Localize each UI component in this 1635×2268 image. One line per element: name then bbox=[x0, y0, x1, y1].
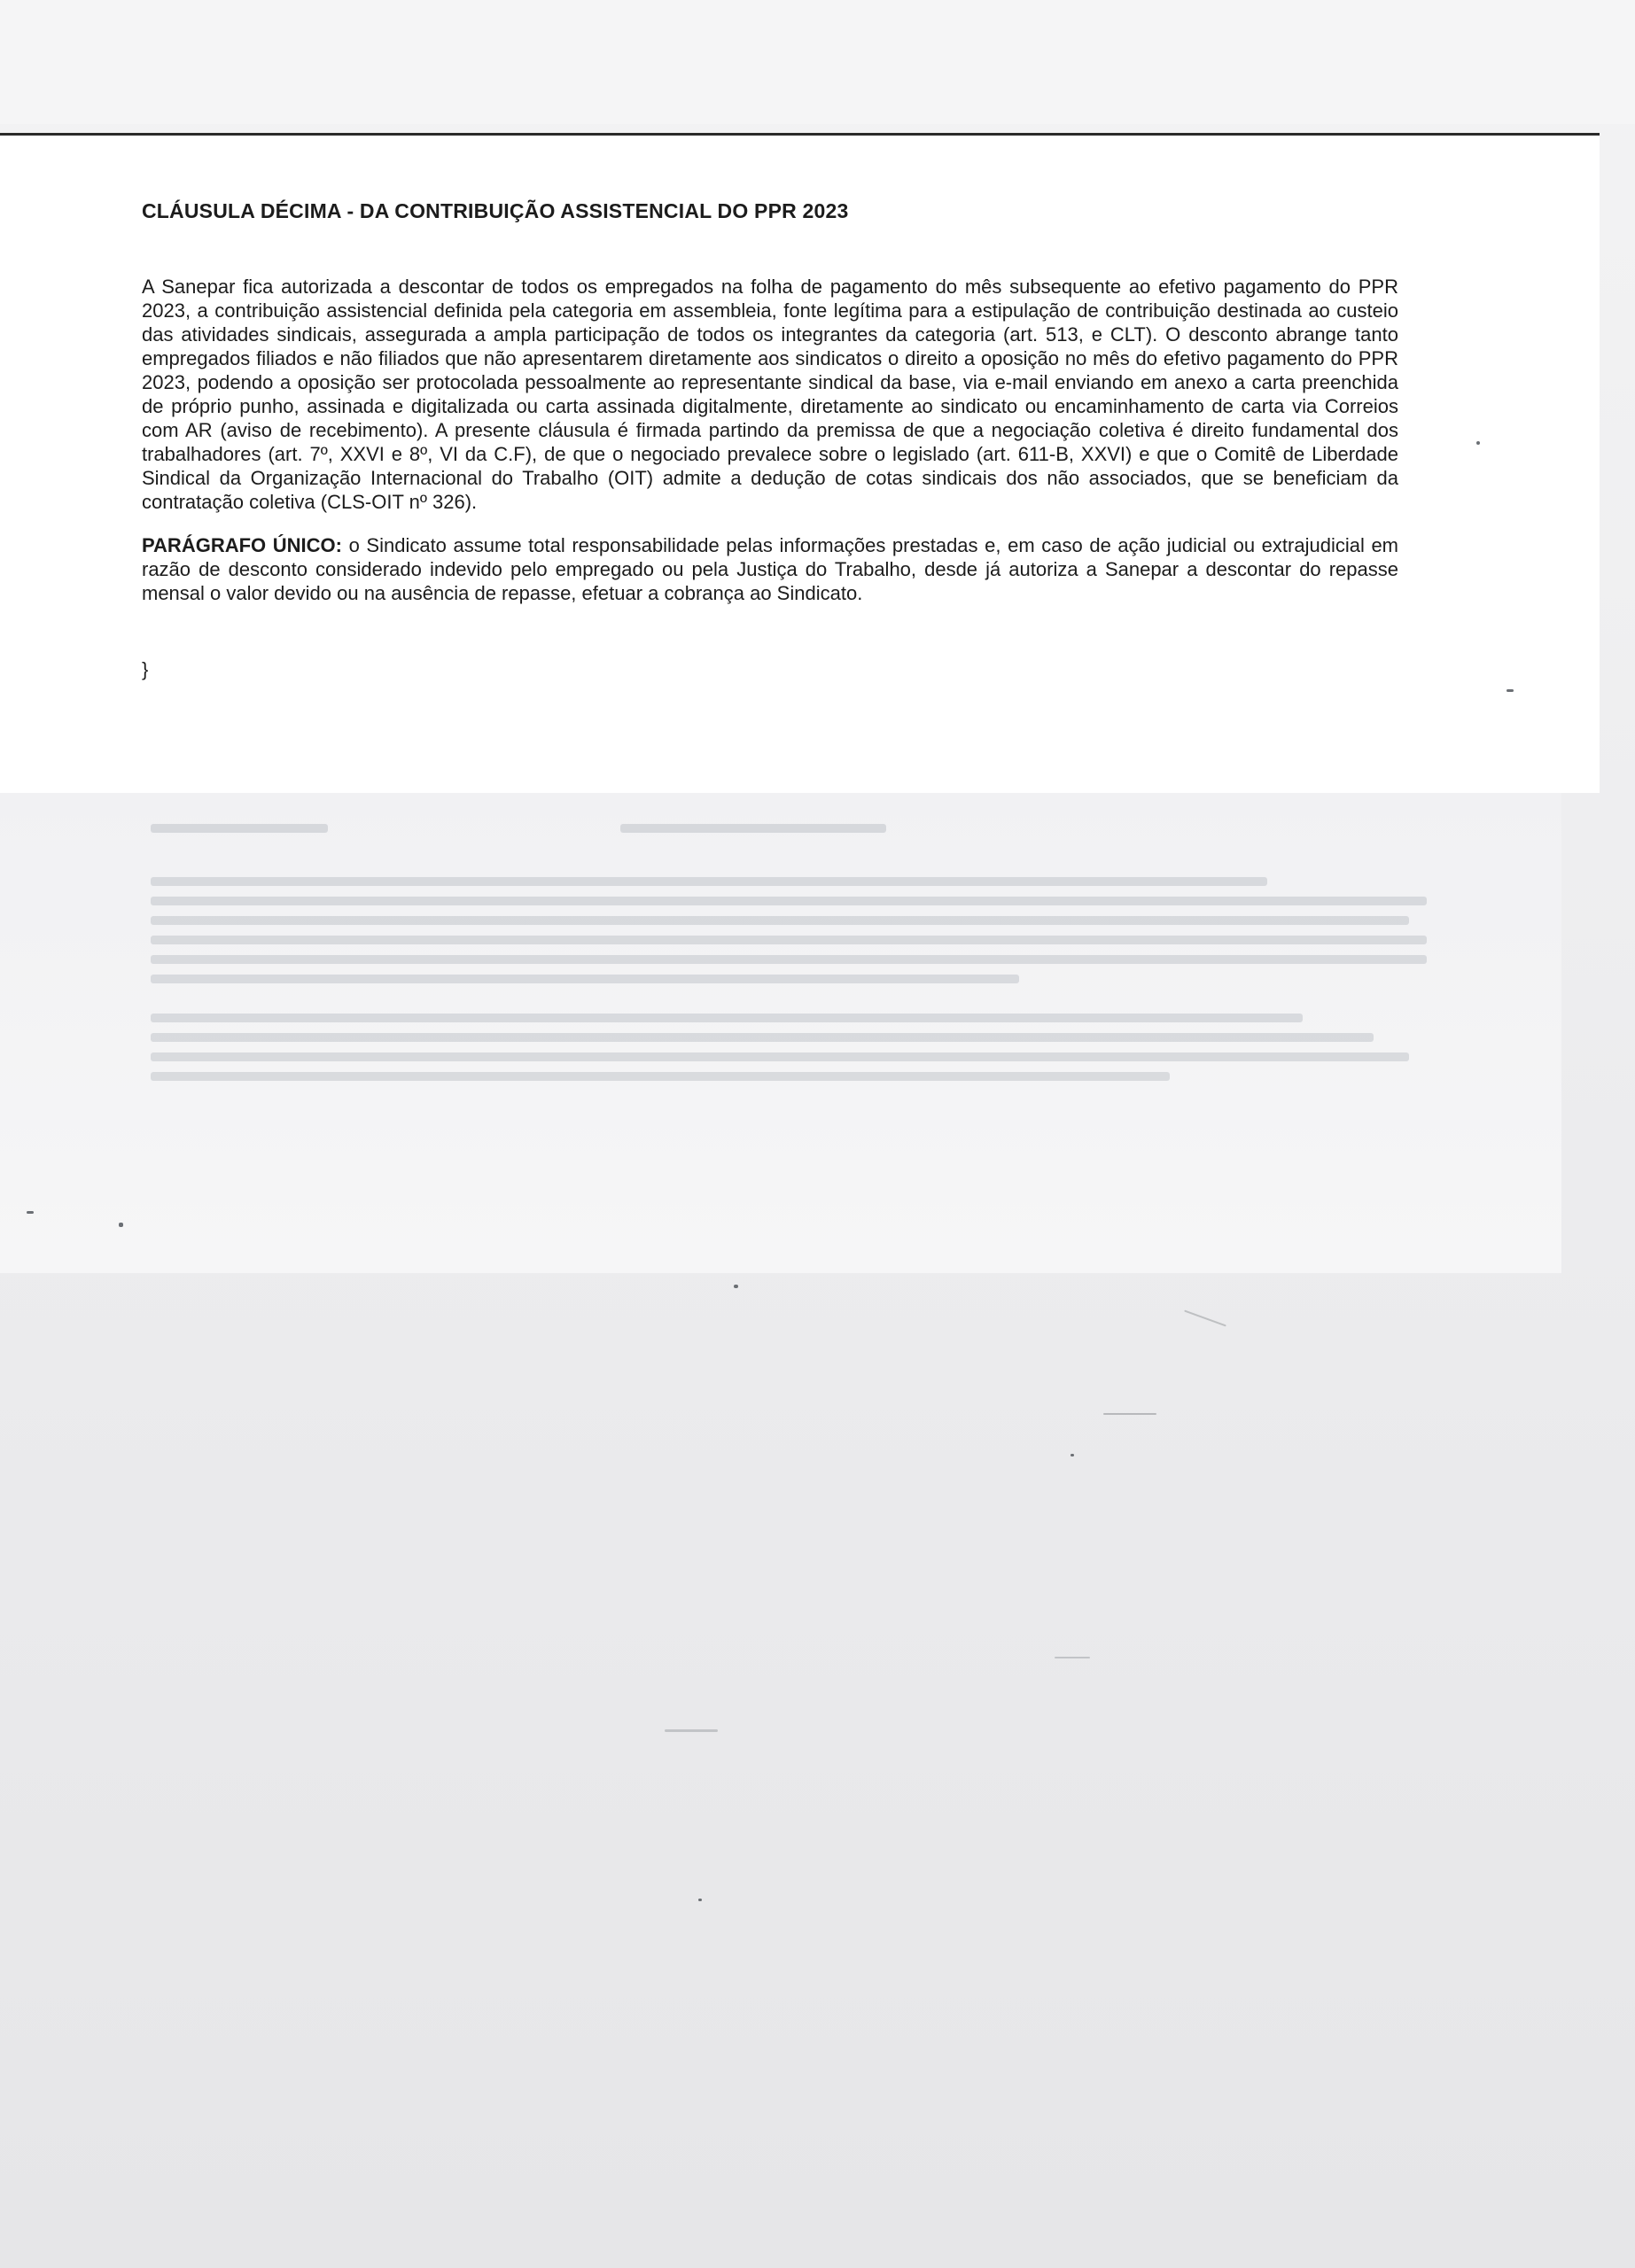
scan-speck bbox=[665, 1729, 718, 1732]
scan-speck bbox=[1055, 1657, 1090, 1658]
sole-paragraph-text: o Sindicato assume total responsabilidade pelas informações prestadas e, em caso de ação judicial ou extrajudicial em razão de desconto considerado indevido pelo empregado ou pela Justiça do Trabalho, desde já autoriza a Sanepar a descontar do repasse mensal o valor devido ou na ausência de repasse, efetuar a cobrança ao Sindicato. bbox=[142, 534, 1399, 604]
scan-speck bbox=[27, 1211, 34, 1214]
scan-speck bbox=[119, 1223, 123, 1227]
scan-speck bbox=[734, 1285, 738, 1288]
clause-body: A Sanepar fica autorizada a descontar de todos os empregados na folha de pagamento do mês subsequente ao efetivo pagamento do PPR 2023, a contribuição assistencial definida pela categoria em assembleia, fonte legítima para a estipulação de contribuição destinada ao custeio das atividades sindicais, assegurada a ampla participação de todos os integrantes da categoria (art. 513, e CLT). O desconto abrange tanto empregados filiados e não filiados que não apresentarem diretamente aos sindicatos o direito a oposição no mês do efetivo pagamento do PPR 2023, podendo a oposição ser protocolada pessoalmente ao representante sindical da base, via e-mail enviando em anexo a carta preenchida de próprio punho, assinada e digitalizada ou carta assinada digitalmente, diretamente ao sindicato ou encaminhamento de carta via Correios com AR (aviso de recebimento). A presente cláusula é firmada partindo da premissa de que a negociação coletiva é direito fundamental dos trabalhadores (art. 7º, XXVI e 8º, VI da C.F), de que o negociado prevalece sobre o legislado (art. 611-B, XXVI) e que o Comitê de Liberdade Sindical da Organização Internacional do Trabalho (OIT) admite a dedução de cotas sindicais dos não associados, que se beneficiam da contratação coletiva (CLS-OIT nº 326). bbox=[142, 276, 1398, 513]
scan-speck bbox=[1476, 441, 1480, 445]
closing-brace: } bbox=[142, 658, 149, 680]
scan-speck bbox=[1184, 1310, 1226, 1327]
clause-title: CLÁUSULA DÉCIMA - DA CONTRIBUIÇÃO ASSISTENCIAL DO PPR 2023 bbox=[142, 199, 849, 222]
clause-document bbox=[142, 199, 1398, 681]
scan-speck bbox=[1507, 689, 1514, 692]
reverse-side-bleed-through bbox=[0, 797, 1560, 1099]
sole-paragraph bbox=[142, 533, 1398, 605]
sole-paragraph-label: PARÁGRAFO ÚNICO: bbox=[142, 534, 342, 556]
scan-top-margin bbox=[0, 0, 1635, 124]
scan-speck bbox=[698, 1899, 702, 1901]
scan-speck bbox=[1103, 1413, 1156, 1415]
scan-speck bbox=[1071, 1454, 1074, 1456]
